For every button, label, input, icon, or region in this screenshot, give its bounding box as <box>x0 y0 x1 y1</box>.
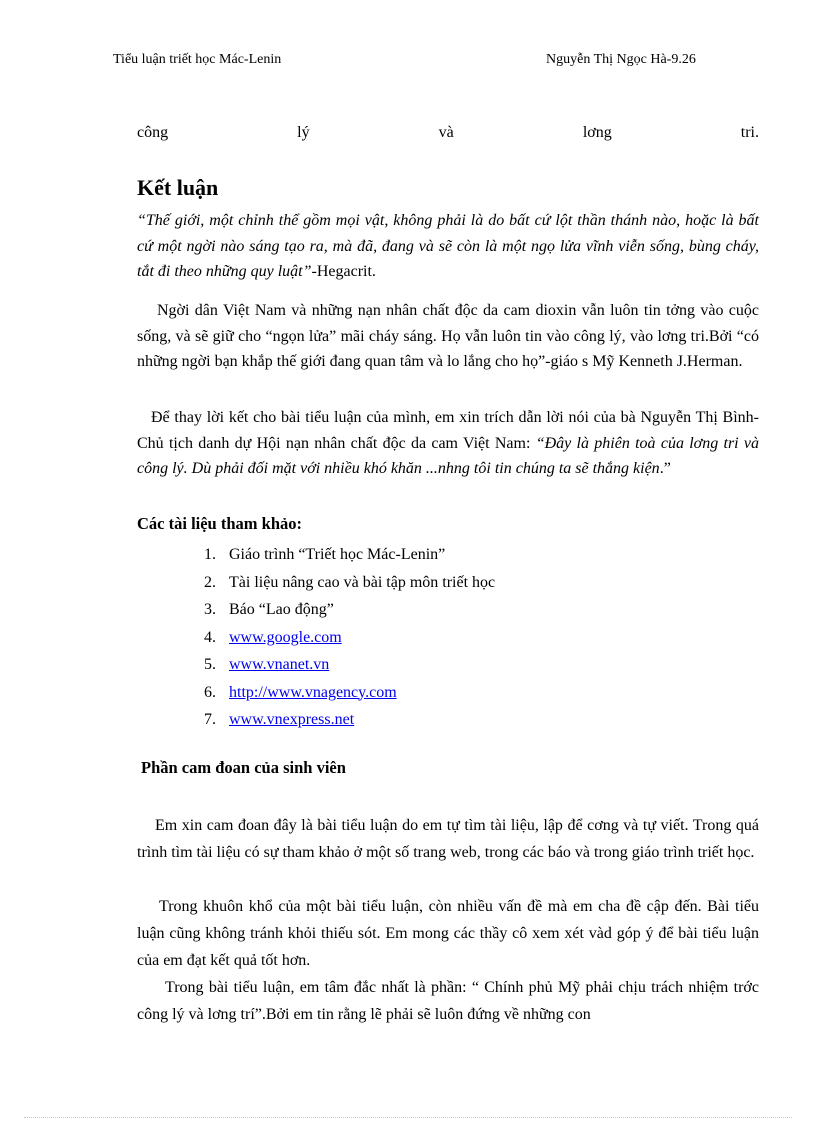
reference-link[interactable]: www.google.com <box>229 628 342 646</box>
quote-text: “Thế giới, một chỉnh thể gồm mọi vật, không phải là do bất cứ lột thần thánh nào, hoặc là bất cứ một ngời nào sáng tạo ra, mà đã, đang và sẽ còn là một ngọ lửa vĩnh viễn sống, bùng cháy, tắt đi theo những quy luật” <box>137 212 759 280</box>
conclusion-paragraph-1: Ngời dân Việt Nam và những nạn nhân chất độc da cam dioxin vẫn luôn tin tởng vào cuộc sống, và sẽ giữ cho “ngọn lửa” mãi cháy sáng. Họ vẫn luôn tin vào công lý, vào lơng tri.Bởi “có những ngời bạn khắp thế giới đang quan tâm và lo lắng cho họ”-giáo s Mỹ Kenneth J.Herman. <box>137 302 759 370</box>
reference-link[interactable]: www.vnanet.vn <box>229 656 330 673</box>
paragraph-text: Để thay lời kết cho bài tiểu luận của mình, em xin trích dẫn lời nói của bà Nguyễn Thị Bình- Chủ tịch danh dự Hội nạn nhân chất độc da cam Việt Nam: <box>137 409 759 452</box>
reference-link[interactable]: www.vnexpress.net <box>229 711 355 728</box>
declaration-paragraph-3: Trong bài tiểu luận, em tâm đắc nhất là phần: “ Chính phủ Mỹ phải chịu trách nhiệm trớc công lý và lơng trí”.Bởi em tin rằng lẽ phải sẽ luôn đứng về những con <box>137 979 759 1023</box>
reference-item <box>204 651 495 679</box>
declaration-paragraph-1: Em xin cam đoan đây là bài tiểu luận do em tự tìm tài liệu, lập để cơng và tự viết. Trong quá trình tìm tài liệu có sự tham khảo ở một số trang web, trong các báo và trong giáo trình triết học. <box>137 817 759 861</box>
continuation-word: tri. <box>740 124 759 141</box>
continuation-line <box>137 124 759 142</box>
conclusion-heading: Kết luận <box>137 175 219 200</box>
conclusion-paragraph-2 <box>137 405 759 482</box>
reference-item <box>204 624 495 652</box>
reference-item <box>204 706 495 734</box>
continuation-word: lý <box>297 124 310 141</box>
reference-item <box>204 679 495 707</box>
reference-number: 4. <box>204 628 216 646</box>
paragraph-quote: “Đây là phiên toà của lơng tri và công lý. Dù phải đối mặt với nhiều khó khăn ...nhng tôi tin chúng ta sẽ thắng kiện <box>137 434 760 477</box>
paragraph-end: .” <box>659 460 671 477</box>
quote-author: -Hegacrit. <box>311 263 376 280</box>
declaration-paragraph-2: Trong khuôn khổ của một bài tiểu luận, còn nhiều vấn đề mà em cha đề cập đến. Bài tiểu luận cũng không tránh khỏi thiếu sót. Em mong các thầy cô xem xét vàd góp ý để bài tiểu luận của em đạt kết quả tốt hơn. <box>137 898 759 969</box>
reference-text: Báo “Lao động” <box>229 601 334 618</box>
declaration-heading: Phần cam đoan của sinh viên <box>141 758 346 777</box>
reference-item <box>204 541 495 569</box>
references-heading: Các tài liệu tham khảo: <box>137 514 302 533</box>
page-bottom-divider <box>24 1117 792 1118</box>
reference-number: 1. <box>204 546 216 563</box>
reference-number: 2. <box>204 573 216 591</box>
continuation-word: và <box>438 124 454 141</box>
continuation-word: công <box>137 124 169 141</box>
reference-item <box>204 596 495 624</box>
reference-number: 3. <box>204 601 216 618</box>
reference-link[interactable]: http://www.vnagency.com <box>229 683 397 701</box>
header-author: Nguyễn Thị Ngọc Hà-9.26 <box>546 52 696 67</box>
reference-number: 5. <box>204 656 216 673</box>
conclusion-quote <box>137 208 759 285</box>
reference-text: Giáo trình “Triết học Mác-Lenin” <box>229 546 446 563</box>
references-list <box>204 541 495 734</box>
reference-text: Tài liệu nâng cao và bài tập môn triết học <box>229 573 496 591</box>
reference-item <box>204 569 495 597</box>
header-title: Tiểu luận triết học Mác-Lenin <box>113 52 282 67</box>
continuation-word: lơng <box>582 124 612 141</box>
reference-number: 6. <box>204 683 216 701</box>
reference-number: 7. <box>204 711 216 728</box>
